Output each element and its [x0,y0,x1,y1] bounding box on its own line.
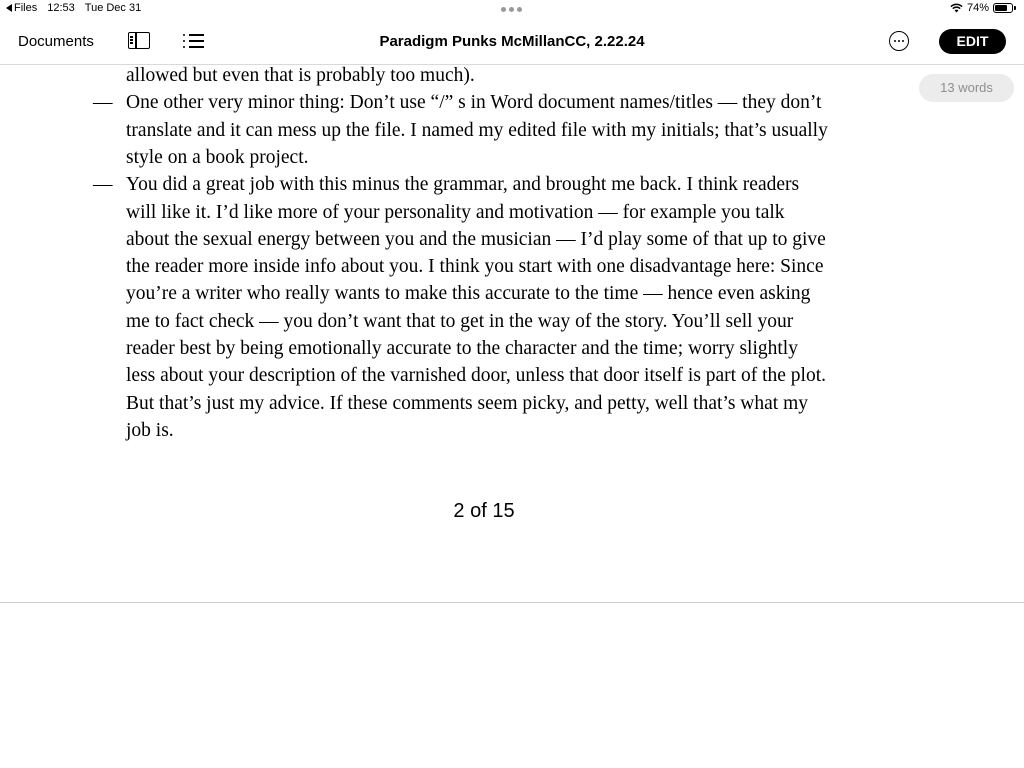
text-line: job is. [126,419,174,441]
document-title: Paradigm Punks McMillanCC, 2.22.24 [379,33,645,50]
text-line: allowed but even that is probably too much). [126,65,475,86]
text-line: the reader more inside info about you. I think you start with one disadvantage here: Since [126,256,824,278]
back-to-app[interactable] [6,2,37,14]
back-triangle-icon [6,4,12,12]
text-line: style on a book project. [126,146,309,168]
battery-percent: 74% [966,2,989,14]
text-line: about the sexual energy between you and the musician — I’d play some of that up to give [126,228,826,250]
status-left [6,2,141,14]
page-indicator: 2 of 15 [453,500,515,522]
bullet-dash: — [93,174,113,196]
bullet-dash: — [93,92,113,114]
text-line: You did a great job with this minus the grammar, and brought me back. I think readers [126,174,800,196]
page-divider [0,602,1024,603]
text-line: you’re a writer who really wants to make this accurate to the time — hence even asking [126,283,811,305]
text-line: will like it. I’d like more of your personality and motivation — for example you talk [126,201,785,223]
multitasking-dots-icon[interactable] [501,7,522,12]
battery-icon [993,3,1013,13]
text-line: me to fact check — you don’t want that to get in the way of the story. You’ll sell your [126,310,794,332]
documents-button[interactable]: Documents [18,33,94,50]
edit-button[interactable]: EDIT [939,29,1006,54]
text-line: translate and it can mess up the file. I named my edited file with my initials; that’s usually [126,119,828,141]
document-toolbar [0,22,1024,65]
text-line: One other very minor thing: Don’t use “/” s in Word document names/titles — they don’t [126,92,822,114]
status-time: 12:53 [47,2,75,14]
text-line: But that’s just my advice. If these comments seem picky, and petty, well that’s what my [126,392,808,414]
battery-cap [1014,6,1016,10]
text-line: reader best by being emotionally accurate to the character and the time; worry slightly [126,338,798,359]
word-count-badge[interactable]: 13 words [919,74,1014,102]
status-bar [0,0,1024,20]
ellipsis-circle-icon[interactable] [889,31,909,51]
status-date: Tue Dec 31 [84,2,142,14]
back-app-label: Files [14,2,38,14]
wifi-icon [950,3,963,13]
status-right [950,2,1016,14]
text-line: less about your description of the varnished door, unless that door itself is part of the plot. [126,365,827,387]
